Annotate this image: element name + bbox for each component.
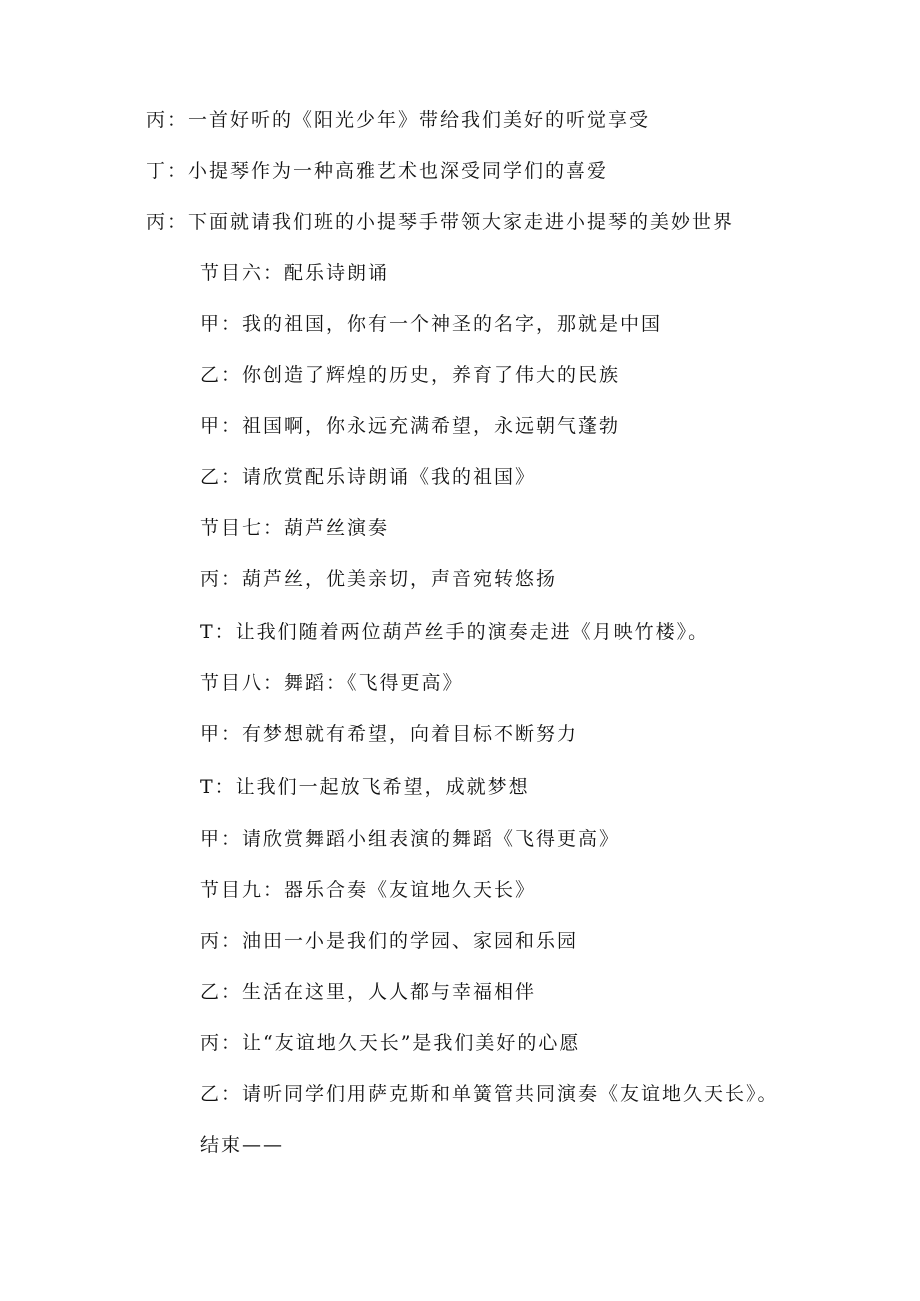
script-line: 乙：请欣赏配乐诗朗诵《我的祖国》 [200,466,537,488]
script-line: 甲：我的祖国，你有一个神圣的名字，那就是中国 [200,313,663,335]
script-line: 丁：小提琴作为一种高雅艺术也深受同学们的喜爱 [146,160,609,182]
script-line: 乙：生活在这里，人人都与幸福相伴 [200,981,537,1003]
program-heading: 节目六：配乐诗朗诵 [200,262,390,284]
script-line: 丙：一首好听的《阳光少年》带给我们美好的听觉享受 [146,109,651,131]
script-line: 丙：油田一小是我们的学园、家园和乐园 [200,930,579,952]
closing-line: 结束—— [200,1134,285,1156]
program-heading: 节目九：器乐合奏《友谊地久天长》 [200,879,537,901]
script-line: 乙：你创造了辉煌的历史，养育了伟大的民族 [200,364,621,386]
script-line: 甲：祖国啊，你永远充满希望，永远朝气蓬勃 [200,415,621,437]
script-line: 丙：葫芦丝，优美亲切，声音宛转悠扬 [200,568,558,590]
script-line: 丙：让“友谊地久天长”是我们美好的心愿 [200,1032,581,1054]
script-line: 甲：有梦想就有希望，向着目标不断努力 [200,723,579,745]
script-line: 丙：下面就请我们班的小提琴手带领大家走进小提琴的美妙世界 [146,211,735,233]
program-heading: 节目八：舞蹈：《飞得更高》 [200,672,464,694]
script-line: T：让我们一起放飞希望，成就梦想 [200,776,530,798]
script-line: T：让我们随着两位葫芦丝手的演奏走进《月映竹楼》。 [200,621,710,643]
script-line: 乙：请听同学们用萨克斯和单簧管共同演奏《友谊地久天长》。 [200,1083,779,1105]
program-heading: 节目七：葫芦丝演奏 [200,517,390,539]
script-line: 甲：请欣赏舞蹈小组表演的舞蹈《飞得更高》 [200,828,621,850]
